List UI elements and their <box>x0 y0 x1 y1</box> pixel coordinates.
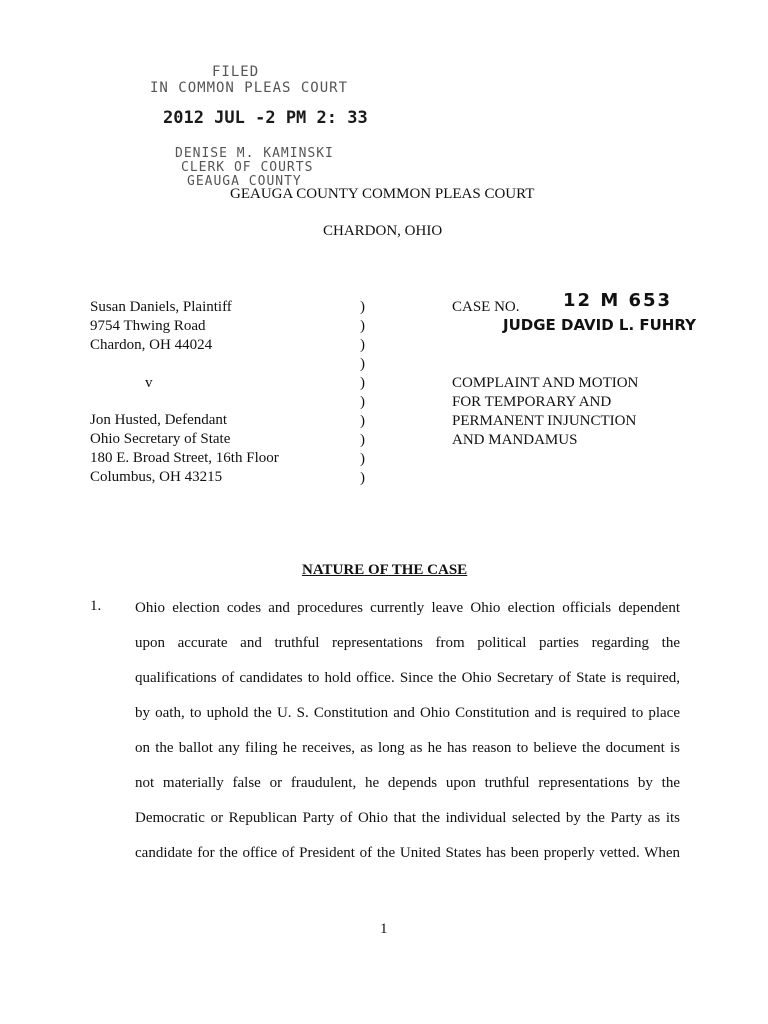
stamp-filed: FILED <box>212 64 260 80</box>
stamp-clerk-title: CLERK OF COURTS <box>181 160 314 175</box>
pleading-title-line3: PERMANENT INJUNCTION <box>452 413 637 429</box>
paragraph-line: not materially false or fraudulent, he depends upon truthful representations by the <box>135 775 680 791</box>
stamp-clerk-name: DENISE M. KAMINSKI <box>175 146 334 161</box>
judge-name: JUDGE DAVID L. FUHRY <box>503 316 696 334</box>
defendant-title: Ohio Secretary of State <box>90 431 231 447</box>
stamp-court: IN COMMON PLEAS COURT <box>150 80 349 96</box>
pleading-title-line1: COMPLAINT AND MOTION <box>452 375 639 391</box>
pleading-title-line4: AND MANDAMUS <box>452 432 578 448</box>
caption-parentheses: ) ) ) ) ) ) ) ) ) ) <box>360 299 365 486</box>
paragraph-line: on the ballot any filing he receives, as long as he has reason to believe the document is <box>135 740 680 756</box>
pleading-title <box>452 374 638 450</box>
defendant-address-line1: 180 E. Broad Street, 16th Floor <box>90 450 279 466</box>
defendant-name: Jon Husted, Defendant <box>90 412 228 428</box>
stamp-county: GEAUGA COUNTY <box>187 174 302 189</box>
plaintiff-name: Susan Daniels, Plaintiff <box>90 299 232 315</box>
case-number-label: CASE NO. <box>452 299 520 315</box>
plaintiff-block <box>90 298 232 355</box>
versus: v <box>145 375 153 391</box>
paragraph-line: candidate for the office of President of the United States has been properly vetted. When <box>135 845 680 861</box>
stamp-date: 2012 JUL -2 PM 2: 33 <box>163 108 368 128</box>
pleading-title-line2: FOR TEMPORARY AND <box>452 394 612 410</box>
defendant-address-line2: Columbus, OH 43215 <box>90 469 223 485</box>
case-number-value: 12 M 653 <box>563 290 673 311</box>
page-number: 1 <box>380 921 388 937</box>
paragraph-number: 1. <box>90 598 102 614</box>
paragraph-line: qualifications of candidates to hold office. Since the Ohio Secretary of State is required, <box>135 670 680 686</box>
paragraph-body <box>135 598 680 863</box>
plaintiff-address-line2: Chardon, OH 44024 <box>90 337 213 353</box>
paragraph-line: upon accurate and truthful representations from political parties regarding the <box>135 635 680 651</box>
paragraph-line: Democratic or Republican Party of Ohio that the individual selected by the Party as its <box>135 810 680 826</box>
court-name: GEAUGA COUNTY COMMON PLEAS COURT <box>230 186 535 202</box>
court-location: CHARDON, OHIO <box>323 223 443 239</box>
paragraph-line: Ohio election codes and procedures currently leave Ohio election officials dependent <box>135 600 680 616</box>
paragraph-line: by oath, to uphold the U. S. Constitution and Ohio Constitution and is required to place <box>135 705 680 721</box>
plaintiff-address-line1: 9754 Thwing Road <box>90 318 206 334</box>
defendant-block <box>90 411 279 487</box>
section-heading: NATURE OF THE CASE <box>302 562 468 578</box>
